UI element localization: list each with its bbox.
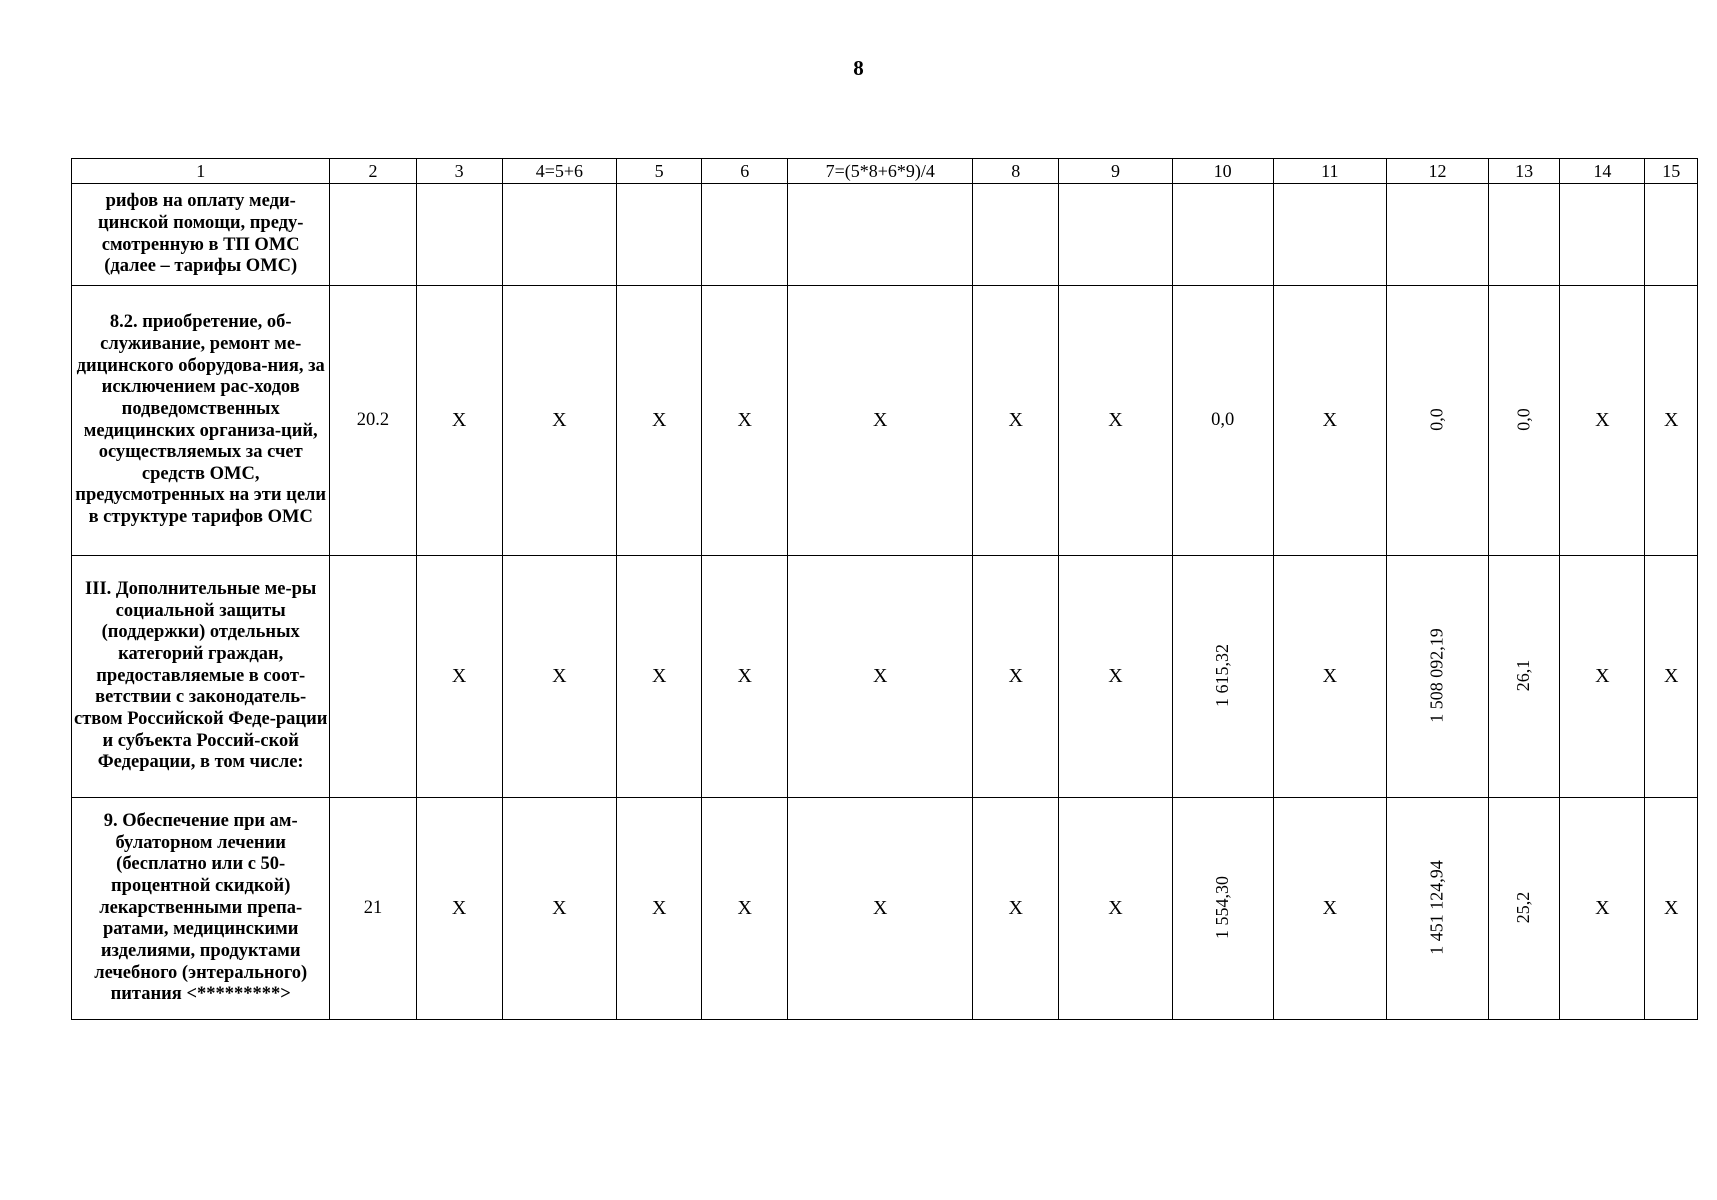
table-cell: X <box>502 556 616 798</box>
rotated-value: 1 508 092,19 <box>1426 628 1447 723</box>
rotated-value: 0,0 <box>1513 408 1534 431</box>
table-cell: X <box>788 798 973 1020</box>
header-cell: 6 <box>702 159 788 184</box>
header-cell: 4=5+6 <box>502 159 616 184</box>
table-cell <box>788 184 973 286</box>
row-description: 9. Обеспечение при ам-булаторном лечении (бесплатно или с 50-процентной скидкой) лекарственными препа-ратами, медицинскими изделиями, продуктами лечебного (энтерального) питания <*********> <box>72 798 330 1020</box>
table-cell: X <box>416 556 502 798</box>
table-cell: X <box>973 798 1059 1020</box>
header-cell: 2 <box>330 159 416 184</box>
table-cell: X <box>502 286 616 556</box>
table-cell <box>416 184 502 286</box>
table-cell <box>1560 184 1645 286</box>
table-cell: 0,0 <box>1172 286 1273 556</box>
table-row <box>72 184 1698 286</box>
table-cell: X <box>1645 286 1698 556</box>
table-cell: 20.2 <box>330 286 416 556</box>
table-cell: X <box>1273 556 1386 798</box>
header-row <box>72 159 1698 184</box>
table-cell <box>1488 798 1559 1020</box>
table-row <box>72 286 1698 556</box>
header-cell: 15 <box>1645 159 1698 184</box>
table-cell <box>1273 184 1386 286</box>
header-cell: 14 <box>1560 159 1645 184</box>
table-cell: X <box>416 798 502 1020</box>
table-cell: X <box>702 286 788 556</box>
row-description: III. Дополнительные ме-ры социальной защиты (поддержки) отдельных категорий граждан, предоставляемые в соот-ветствии с законодатель-ством Российской Феде-рации и субъекта Россий-ской Федерации, в том числе: <box>72 556 330 798</box>
table-cell <box>1059 184 1172 286</box>
table-cell: X <box>702 798 788 1020</box>
table-cell <box>617 184 702 286</box>
table-cell <box>702 184 788 286</box>
table-cell <box>1488 556 1559 798</box>
rotated-value: 1 451 124,94 <box>1426 860 1447 955</box>
table-cell <box>1172 184 1273 286</box>
header-cell: 7=(5*8+6*9)/4 <box>788 159 973 184</box>
row-description: 8.2. приобретение, об-служивание, ремонт ме-дицинского оборудова-ния, за исключением рас-ходов подведомственных медицинских организа-ций, осуществляемых за счет средств ОМС, предусмотренных на эти цели в структуре тарифов ОМС <box>72 286 330 556</box>
table-cell: X <box>416 286 502 556</box>
table-cell: X <box>617 798 702 1020</box>
table-cell <box>1645 184 1698 286</box>
header-cell: 10 <box>1172 159 1273 184</box>
header-cell: 8 <box>973 159 1059 184</box>
table-cell: X <box>788 286 973 556</box>
table-cell <box>973 184 1059 286</box>
table-cell: X <box>1059 556 1172 798</box>
table-cell: X <box>973 556 1059 798</box>
table-cell <box>502 184 616 286</box>
table-cell: X <box>1273 798 1386 1020</box>
table-cell <box>1387 556 1489 798</box>
table-cell: X <box>1273 286 1386 556</box>
header-cell: 1 <box>72 159 330 184</box>
table-cell <box>330 184 416 286</box>
data-table <box>71 158 1698 1020</box>
table-cell: X <box>1560 286 1645 556</box>
header-cell: 13 <box>1488 159 1559 184</box>
table-cell: X <box>502 798 616 1020</box>
rotated-value: 26,1 <box>1513 659 1534 692</box>
table-cell <box>1488 184 1559 286</box>
header-cell: 11 <box>1273 159 1386 184</box>
table-row <box>72 556 1698 798</box>
rotated-value: 1 615,32 <box>1212 644 1233 708</box>
header-cell: 9 <box>1059 159 1172 184</box>
table-cell <box>1387 798 1489 1020</box>
table-row <box>72 798 1698 1020</box>
rotated-value: 1 554,30 <box>1212 876 1233 940</box>
table-cell: X <box>973 286 1059 556</box>
header-cell: 5 <box>617 159 702 184</box>
table-cell: X <box>617 286 702 556</box>
table-cell: X <box>1645 798 1698 1020</box>
table-cell: X <box>702 556 788 798</box>
rotated-value: 0,0 <box>1426 408 1447 431</box>
table-cell <box>1387 184 1489 286</box>
table-cell <box>1387 286 1489 556</box>
row-description: рифов на оплату меди-цинской помощи, преду-смотренную в ТП ОМС (далее – тарифы ОМС) <box>72 184 330 286</box>
table-cell <box>1172 556 1273 798</box>
header-cell: 3 <box>416 159 502 184</box>
table-cell: X <box>617 556 702 798</box>
table-cell <box>1172 798 1273 1020</box>
table-cell: X <box>1560 798 1645 1020</box>
table-cell <box>330 556 416 798</box>
header-cell: 12 <box>1387 159 1489 184</box>
page-number: 8 <box>853 56 864 80</box>
rotated-value: 25,2 <box>1513 891 1534 924</box>
table-cell: X <box>788 556 973 798</box>
table-cell: 21 <box>330 798 416 1020</box>
table-cell: X <box>1059 798 1172 1020</box>
table-cell: X <box>1059 286 1172 556</box>
table-cell: X <box>1560 556 1645 798</box>
table-cell: X <box>1645 556 1698 798</box>
table-cell <box>1488 286 1559 556</box>
